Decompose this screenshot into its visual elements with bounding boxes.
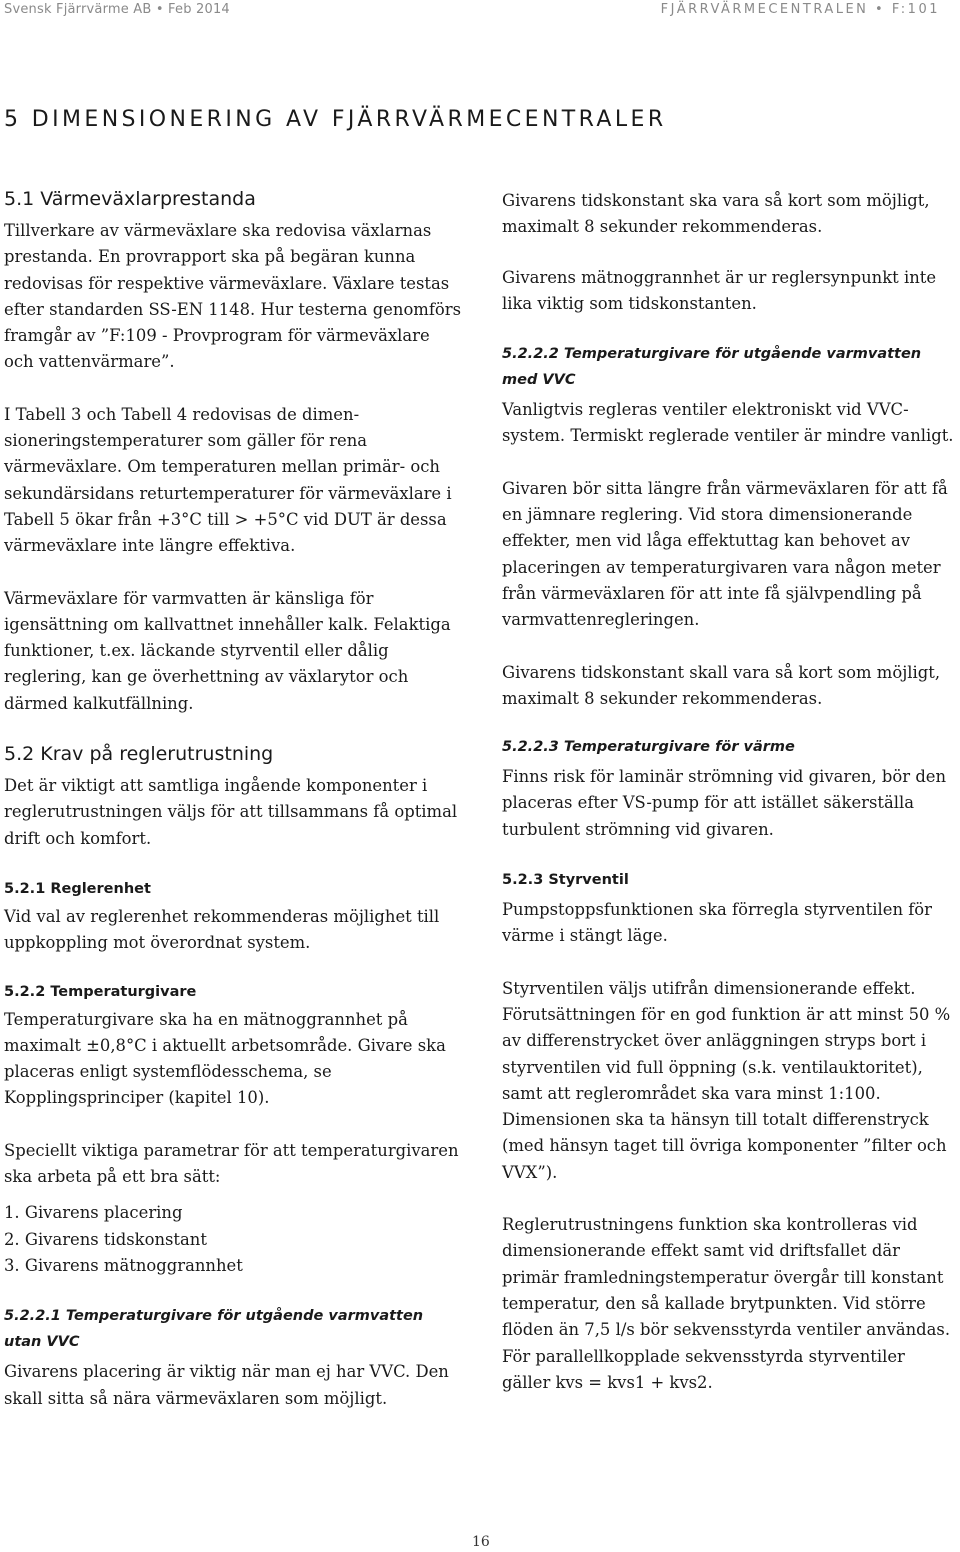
section-5-2-2-3-heading: 5.2.2.3 Temperaturgivare för värme — [502, 739, 795, 756]
list-item: 1. Givarens placering — [4, 1203, 183, 1223]
section-5-2-2-2-paragraph-2: Givaren bör sitta längre från värmeväxlaren för att få en jämnare reglering. Vid stora dimensionerande effekter, men vid låga effektuttag kan behovet av placeringen av temperaturgivaren vara någon meter från värmeväxlaren för att inte få självpendling på varmvattenregleringen. — [502, 478, 948, 630]
list-item: 3. Givarens mätnoggrannhet — [4, 1255, 243, 1275]
section-5-2-1-heading: 5.2.1 Reglerenhet — [4, 880, 151, 897]
section-5-2-2-heading: 5.2.2 Temperaturgivare — [4, 983, 197, 1000]
running-header-right: FJÄRRVÄRMECENTRALEN • F:101 — [660, 2, 940, 17]
right-paragraph-2: Givarens mätnoggrannhet är ur reglersynpunkt inte lika viktig som tidskonstanten. — [502, 267, 937, 313]
section-5-2-3-paragraph-3: Reglerutrustningens funktion ska kontrolleras vid dimensionerande effekt samt vid driftsfallet där primär framledningstemperatur övergår till konstant temperatur, den så kallade brytpunkten. Vid större flöden än 7,5 l/s bör sekvensstyrda ventiler användas. För parallellkopplade sekvensstyrda styrventiler gäller kvs = kvs1 + kvs2. — [502, 1215, 951, 1392]
section-5-2-3-paragraph-2: Styrventilen väljs utifrån dimensionerande effekt. Förutsättningen för en god funktion är att minst 50 % av differenstrycket över anläggningen stryps bort i styrventilen vid full öppning (s.k. ventilauktoritet), samt att reglerområdet ska vara minst 1:100. Dimensionen ska ta hänsyn till totalt differenstryck (med hänsyn taget till övriga komponenter ”filter och VVX”). — [502, 978, 951, 1182]
section-5-2-3-heading: 5.2.3 Styrventil — [502, 872, 629, 889]
chapter-title: 5 DIMENSIONERING AV FJÄRRVÄRMECENTRALER — [4, 107, 667, 132]
section-5-1-paragraph-3: Värmeväxlare för varmvatten är känsliga för igensättning om kallvattnet innehåller kalk. Felaktiga funktioner, t.ex. läckande styrventil eller dålig reglering, kan ge överhettning av växlarytor och därmed kalkutfällning. — [4, 588, 451, 713]
section-5-1-paragraph-2: I Tabell 3 och Tabell 4 redovisas de dimensioneringstemperaturer som gäller för rena värmeväxlare. Om temperaturen mellan primär- och sekundärsidans returtemperaturer för värmeväxlare i Tabell 5 ökar från +3°C till > +5°C vid DUT är dessa värmeväxlare inte längre effektiva. — [4, 404, 452, 556]
section-5-2-2-2-heading: 5.2.2.2 Temperaturgivare för utgående varmvatten med VVC — [502, 346, 922, 389]
section-5-2-2-paragraph-1: Temperaturgivare ska ha en mätnoggrannhet på maximalt ±0,8°C i aktuellt arbetsområde. Givare ska placeras enligt systemflödesschema, se Kopplingsprinciper (kapitel 10). — [4, 1009, 446, 1108]
right-paragraph-1: Givarens tidskonstant ska vara så kort som möjligt, maximalt 8 sekunder rekommenderas. — [502, 191, 930, 237]
section-5-2-2-1-heading: 5.2.2.1 Temperaturgivare för utgående varmvatten utan VVC — [4, 1308, 424, 1351]
section-5-2-paragraph: Det är viktigt att samtliga ingående komponenter i reglerutrustningen väljs för att tillsammans få optimal drift och komfort. — [4, 776, 458, 848]
section-5-2-2-3-paragraph: Finns risk för laminär strömning vid givaren, bör den placeras efter VS-pump för att istället säkerställa turbulent strömning vid givaren. — [502, 767, 947, 839]
section-5-2-1-paragraph: Vid val av reglerenhet rekommenderas möjlighet till uppkoppling mot överordnat system. — [4, 906, 440, 953]
column-left — [4, 186, 462, 1412]
section-5-2-2-2-paragraph-1: Vanligtvis regleras ventiler elektroniskt vid VVC-system. Termiskt reglerade ventiler är mindre vanligt. — [502, 400, 954, 446]
section-5-2-2-2-paragraph-3: Givarens tidskonstant skall vara så kort som möjligt, maximalt 8 sekunder rekommenderas. — [502, 662, 941, 708]
section-5-1-paragraph-1: Tillverkare av värmeväxlare ska redovisa växlarnas prestanda. En provrapport ska på begäran kunna redovisas för respektive värmeväxlare. Växlare testas efter standarden SS-EN 1148. Hur testerna genomförs framgår av ”F:109 - Provprogram för värmeväxlare och vattenvärmare”. — [4, 221, 462, 372]
section-5-2-2-1-paragraph: Givarens placering är viktig när man ej har VVC. Den skall sitta så nära värmeväxlaren som möjligt. — [4, 1362, 449, 1408]
running-header-left: Svensk Fjärrvärme AB • Feb 2014 — [4, 2, 230, 17]
column-right — [502, 188, 958, 1396]
parameter-list — [4, 1200, 462, 1279]
page-number: 16 — [472, 1534, 490, 1550]
section-5-2-heading: 5.2 Krav på reglerutrustning — [4, 743, 274, 766]
section-5-2-2-paragraph-2: Speciellt viktiga parametrar för att temperaturgivaren ska arbeta på ett bra sätt: — [4, 1140, 459, 1187]
section-5-1-heading: 5.1 Värmeväxlarprestanda — [4, 188, 256, 210]
section-5-2-3-paragraph-1: Pumpstoppsfunktionen ska förregla styrventilen för värme i stängt läge. — [502, 900, 932, 946]
list-item: 2. Givarens tidskonstant — [4, 1229, 207, 1249]
